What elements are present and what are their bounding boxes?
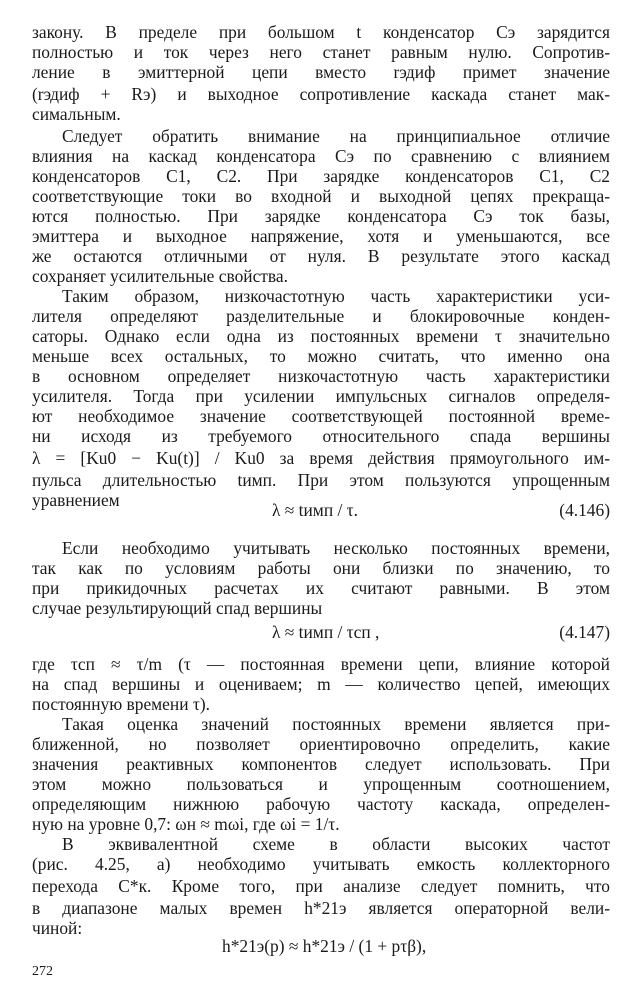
text-line: при прикидочных расчетах их считают равными. В этом xyxy=(32,578,610,598)
text-line: ление в эмиттерной цепи вместо rэдиф примет значение xyxy=(32,62,610,82)
text-line: симальным. xyxy=(32,104,121,124)
text-line: В эквивалентной схеме в области высоких частот xyxy=(62,834,610,854)
text-line: Таким образом, низкочастотную часть характеристики уси- xyxy=(62,286,610,306)
text-line: закону. В пределе при большом t конденсатор Cэ зарядится xyxy=(32,22,610,42)
text-line: уравнением xyxy=(32,490,120,510)
text-line: влияния на каскад конденсатора Cэ по сравнению с влиянием xyxy=(32,146,610,166)
text-line: меньше всех остальных, то можно считать, что именно она xyxy=(32,346,610,366)
text-line: усилителя. Тогда при усилении импульсных сигналов определя- xyxy=(32,386,610,406)
equation-number: (4.147) xyxy=(559,622,610,642)
text-line: λ = [Ku0 − Ku(t)] / Ku0 за время действия прямоугольного им- xyxy=(32,448,610,468)
text-line: ются полностью. При зарядке конденсатора Cэ ток базы, xyxy=(32,206,610,226)
equation-number: (4.146) xyxy=(559,500,610,520)
text-line: на спад вершины и оцениваем; m — количество цепей, имеющих xyxy=(32,674,610,694)
text-line: случае результирующий спад вершины xyxy=(32,598,323,618)
text-line: саторы. Однако если одна из постоянных времени τ значительно xyxy=(32,326,610,346)
equation: λ ≈ tимп / τ. xyxy=(272,500,358,520)
text-line: же остаются отличными от нуля. В результате этого каскад xyxy=(32,246,610,266)
text-line: чиной: xyxy=(32,918,83,938)
equation: h*21э(p) ≈ h*21э / (1 + pτβ), xyxy=(222,936,427,956)
text-line: где τсп ≈ τ/m (τ — постоянная времени цепи, влияние которой xyxy=(32,654,610,674)
text-line: ближенной, но позволяет ориентировочно определить, какие xyxy=(32,734,610,754)
text-line: конденсаторов C1, C2. При зарядке конденсаторов C1, C2 xyxy=(32,166,610,186)
text-line: значения реактивных компонентов следует использовать. При xyxy=(32,754,610,774)
text-line: соответствующие токи во входной и выходной цепях прекраща- xyxy=(32,186,610,206)
text-line: определяющим нижнюю рабочую частоту каскада, определен- xyxy=(32,794,610,814)
text-line: лителя определяют разделительные и блокировочные конден- xyxy=(32,306,610,326)
text-line: эмиттера и выходное напряжение, хотя и уменьшаются, все xyxy=(32,226,610,246)
text-line: (rэдиф + Rэ) и выходное сопротивление каскада станет мак- xyxy=(32,84,610,104)
text-line: ют необходимое значение соответствующей постоянной време- xyxy=(32,406,610,426)
text-line: в диапазоне малых времен h*21э является операторной вели- xyxy=(32,898,610,918)
text-line: (рис. 4.25, a) необходимо учитывать емкость коллекторного xyxy=(32,854,610,874)
text-line: перехода C*к. Кроме того, при анализе следует помнить, что xyxy=(32,876,610,896)
text-line: полностью и ток через него станет равным нулю. Сопротив- xyxy=(32,42,610,62)
text-line: постоянную времени τ). xyxy=(32,694,210,714)
text-line: ную на уровне 0,7: ωн ≈ mωi, где ωi = 1/τ. xyxy=(32,814,340,834)
text-line: Если необходимо учитывать несколько постоянных времени, xyxy=(62,538,610,558)
text-line: в основном определяет низкочастотную часть характеристики xyxy=(32,366,610,386)
page-number: 272 xyxy=(32,964,53,979)
text-line: этом можно пользоваться и упрощенным соотношением, xyxy=(32,774,610,794)
text-line: так как по условиям работы они близки по значению, то xyxy=(32,558,610,578)
text-line: пульса длительностью tимп. При этом пользуются упрощенным xyxy=(32,470,610,490)
text-line: ни исходя из требуемого относительного спада вершины xyxy=(32,426,610,446)
text-line: сохраняет усилительные свойства. xyxy=(32,266,288,286)
text-line: Следует обратить внимание на принципиальное отличие xyxy=(62,126,610,146)
equation: λ ≈ tимп / τсп , xyxy=(272,622,380,642)
text-line: Такая оценка значений постоянных времени является при- xyxy=(62,714,610,734)
